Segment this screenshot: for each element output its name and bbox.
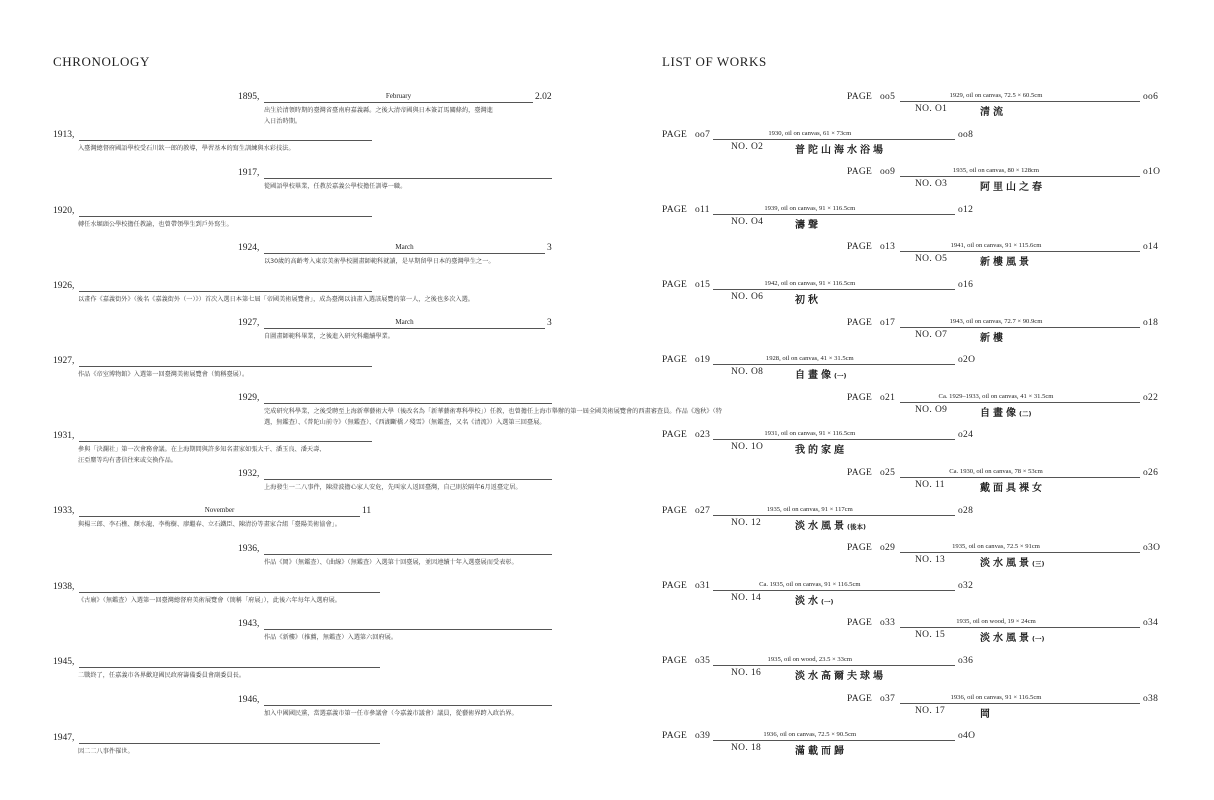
work-page-end: o28 (958, 505, 974, 516)
work-medium: 1929, oil on canvas, 72.5 × 60.5cm (949, 92, 1043, 99)
work-title (795, 667, 886, 682)
work-number: 14 (751, 592, 762, 603)
chronology-description: 《古廟》（無鑑查）入選第一回臺灣總督府美術展覽會（簡稱「府展」），此後六年每年入選府展。 (78, 597, 341, 604)
work-title (795, 366, 846, 381)
chronology-description: 上海發生一二八事件，陳澄波擔心家人安危，先叫家人返回臺灣，自己則於隔年6月返臺定居。 (264, 484, 522, 491)
work-title-text: 新樓 (980, 332, 1006, 344)
work-rule (900, 176, 1140, 177)
chronology-description: 完成研究科學業，之後受聘至上海新華藝術大學（後改名為「新華藝術專科學校」）任教，也曾擔任上海市舉辦的第一屆全國美術展覽會的西畫審查員。作品《逸秋》（特 (264, 408, 722, 415)
chronology-description: 入臺灣總督府國語學校受石川欽一郎的教導，學習基本的寫生訓練與水彩技法。 (78, 145, 295, 152)
work-number: O7 (935, 329, 948, 340)
chronology-description: 汪亞塵等均有書信往來或交換作品。 (78, 457, 177, 464)
chronology-year: 1932, (238, 469, 260, 479)
work-page-label: PAGE (847, 693, 873, 704)
work-title (795, 291, 821, 306)
work-number-label: NO. (915, 404, 932, 415)
work-medium: 1935, oil on wood, 19 × 24cm (956, 618, 1036, 626)
work-medium: 1936, oil on canvas, 72.5 × 90.5cm (763, 731, 857, 739)
work-number: O8 (751, 367, 764, 378)
work-rule (713, 139, 955, 140)
work-title-text: 淡水 (795, 595, 821, 607)
work-rule (713, 665, 955, 666)
work-page-number: o15 (695, 280, 711, 290)
chronology-rule (79, 216, 372, 217)
work-title-text: 淡水風景 (980, 633, 1032, 645)
work-rule (713, 214, 955, 215)
work-page-label: PAGE (662, 580, 688, 591)
chronology-rule (264, 178, 552, 179)
chronology-rule (264, 328, 545, 329)
chronology-description: 作品《帝室博物館》入選第一回臺灣美術展覽會（簡稱臺展）。 (78, 371, 249, 378)
chronology-description: 自圖畫師範科畢業，之後進入研究科繼續學業。 (264, 333, 394, 340)
chronology-rule (79, 366, 372, 367)
work-title-suffix: (二) (1019, 409, 1032, 418)
work-page-end: o12 (958, 204, 974, 215)
work-rule (900, 703, 1140, 704)
work-page-end: o38 (1143, 693, 1159, 704)
work-page-number: o13 (880, 242, 896, 253)
work-rule (900, 402, 1140, 403)
work-title (980, 103, 1006, 118)
work-page-label: PAGE (847, 468, 873, 478)
work-title-text: 戴面具裸女 (980, 483, 1045, 494)
chronology-description: 入日治時期。 (264, 118, 302, 125)
chronology-description: 與楊三郎、李石樵、顏水龍、李梅樹、廖繼春、立石鐵臣、陳清汾等畫家合組「臺陽美術協會」。 (78, 521, 341, 528)
chronology-rule (79, 592, 380, 593)
chronology-description: 作品《新樓》（推薦，無鑑查）入選第六回府展。 (264, 634, 398, 641)
works-heading: LIST OF WORKS (662, 54, 767, 69)
chronology-day: 11 (362, 506, 372, 516)
work-number: 12 (751, 517, 762, 528)
work-number: 1O (751, 442, 764, 453)
work-page-end: o34 (1143, 618, 1159, 629)
chronology-year: 1946, (238, 695, 260, 705)
work-number: O4 (751, 216, 764, 227)
chronology-month: March (395, 318, 414, 326)
work-page-label: PAGE (847, 317, 873, 328)
work-title-text: 自畫像 (795, 370, 834, 382)
work-title (980, 404, 1031, 419)
work-number: O6 (751, 292, 764, 302)
work-medium: 1935, oil on canvas, 80 × 128cm (952, 167, 1040, 175)
work-page-end: o26 (1143, 468, 1159, 478)
chronology-year: 1927, (238, 318, 260, 328)
work-page-label: PAGE (847, 167, 873, 178)
chronology-year: 1929, (238, 393, 260, 403)
chronology-rule (79, 743, 380, 744)
chronology-year: 1943, (238, 619, 260, 629)
work-page-label: PAGE (847, 543, 873, 554)
work-number-label: NO. (915, 254, 932, 265)
work-page-end: o14 (1143, 242, 1159, 253)
chronology-month: March (395, 243, 414, 251)
work-title (795, 742, 847, 757)
work-medium: 1942, oil on canvas, 91 × 116.5cm (764, 280, 856, 287)
work-page-label: PAGE (662, 505, 688, 516)
work-page-label: PAGE (662, 355, 688, 366)
work-number: O5 (935, 254, 948, 265)
work-title-text: 新樓風景 (980, 257, 1032, 269)
work-page-label: PAGE (662, 731, 688, 742)
chronology-year: 1945, (53, 657, 75, 667)
chronology-year: 1895, (238, 92, 260, 102)
work-number-label: NO. (731, 592, 748, 603)
work-page-number: o25 (880, 468, 896, 478)
work-number-label: NO. (731, 367, 748, 378)
work-medium: 1928, oil on canvas, 41 × 31.5cm (765, 355, 854, 363)
chronology-year: 1947, (53, 733, 75, 743)
work-number-label: NO. (731, 442, 748, 453)
work-number-label: NO. (915, 480, 932, 490)
work-rule (900, 552, 1140, 553)
chronology-year: 1927, (53, 356, 75, 366)
work-medium: 1931, oil on canvas, 91 × 116.5cm (764, 430, 856, 438)
work-number-label: NO. (731, 668, 748, 678)
work-page-label: PAGE (662, 656, 688, 666)
work-page-number: o35 (695, 656, 711, 666)
work-medium: 1935, oil on canvas, 91 × 117cm (766, 505, 853, 513)
work-rule (713, 515, 955, 516)
chronology-year: 1913, (53, 130, 75, 140)
chronology-description: 因二二八事件罹世。 (78, 748, 134, 755)
work-rule (900, 327, 1140, 328)
work-number-label: NO. (915, 630, 932, 641)
work-page-end: o18 (1143, 317, 1159, 328)
work-page-number: o11 (695, 204, 710, 215)
work-page-label: PAGE (847, 618, 873, 629)
work-page-number: o23 (695, 430, 711, 441)
chronology-description: 加入中國國民黨，當選嘉義市第一任市參議會（今嘉義市議會）議員，從藝術界跨入政治界。 (264, 710, 518, 717)
chronology-description: 以畫作《嘉義街外》（後名《嘉義街外（一）》）首次入選日本第七屆「帝國美術展覽會」，成為臺灣以油畫入選該展覽的第一人，之後也多次入選。 (78, 296, 474, 303)
work-page-number: o37 (880, 693, 896, 704)
chronology-rule (79, 140, 372, 141)
chronology-month: November (204, 506, 235, 514)
chronology-description: 出生於清領時期的臺灣省臺南府嘉義縣。之後大清帝國與日本簽訂馬關條約，臺灣進 (264, 107, 493, 114)
work-page-label: PAGE (847, 242, 873, 253)
chronology-day: 3 (547, 318, 552, 328)
chronology-description: 參與「決瀾社」第一次會務會議。在上海期間與許多知名畫家如張大千、潘玉良、潘天壽、 (78, 446, 326, 453)
work-rule (713, 740, 955, 741)
work-page-end: o36 (958, 656, 974, 666)
chronology-rule (264, 253, 545, 254)
work-number: 16 (751, 668, 762, 678)
work-number-label: NO. (731, 292, 748, 302)
work-number-label: NO. (731, 141, 748, 152)
work-medium: 1935, oil on wood, 23.5 × 33cm (767, 656, 853, 663)
work-page-end: o1O (1143, 167, 1161, 178)
work-page-label: PAGE (662, 204, 688, 215)
work-number-label: NO. (915, 329, 932, 340)
work-page-label: PAGE (847, 392, 873, 403)
work-medium: Ca. 1935, oil on canvas, 91 × 116.5cm (759, 580, 861, 588)
chronology-rule (264, 403, 552, 404)
chronology-description: 選，無鑑查）、《普陀山前寺》（無鑑查）、《西湖斷橋ノ殘雪》（無鑑查，又名《清流》）入選第三回臺展。 (264, 419, 546, 426)
work-page-number: o33 (880, 618, 896, 629)
work-title-text: 淡水風景 (980, 558, 1032, 570)
work-title-suffix: (後本) (847, 522, 866, 531)
work-page-end: o16 (958, 280, 974, 290)
work-title-suffix: (一) (1032, 635, 1045, 644)
chronology-rule (264, 479, 552, 480)
work-medium: 1939, oil on canvas, 91 × 116.5cm (764, 204, 856, 212)
chronology-year: 1917, (238, 168, 260, 178)
work-rule (713, 364, 955, 365)
work-medium: 1936, oil on canvas, 91 × 116.5cm (950, 693, 1042, 701)
work-number: O9 (935, 404, 948, 415)
work-title-suffix: (三) (1032, 560, 1045, 569)
work-medium: Ca. 1929–1933, oil on canvas, 41 × 31.5cm (938, 392, 1054, 400)
work-number: O3 (935, 179, 948, 190)
work-number: 18 (751, 743, 762, 754)
work-number: 17 (935, 705, 946, 716)
chronology-year: 1920, (53, 206, 75, 216)
work-page-number: o39 (695, 731, 711, 742)
work-rule (900, 251, 1140, 252)
chronology-rule (79, 516, 360, 517)
work-title (980, 629, 1044, 644)
work-title-text: 我的家庭 (795, 445, 847, 457)
chronology-rule (79, 667, 380, 668)
work-page-label: PAGE (662, 129, 688, 140)
work-page-number: o21 (880, 392, 896, 403)
work-title-suffix: (一) (834, 372, 847, 381)
work-title-text: 淡水風景 (795, 520, 847, 532)
work-page-end: oo6 (1143, 92, 1159, 102)
work-rule (713, 289, 955, 290)
chronology-description: 二戰終了，任嘉義市各界歡迎國民政府籌備委員會副委員長。 (78, 672, 246, 679)
chronology-rule (79, 291, 372, 292)
work-page-number: oo9 (880, 167, 896, 178)
work-number: O2 (751, 141, 764, 152)
work-page-end: o4O (958, 731, 976, 742)
work-title-text: 阿里山之春 (980, 182, 1045, 194)
work-number-label: NO. (731, 216, 748, 227)
work-title (980, 178, 1045, 193)
work-medium: 1930, oil on canvas, 61 × 73cm (768, 129, 852, 137)
work-number: 13 (935, 555, 946, 566)
work-number: 11 (935, 480, 945, 490)
work-title (795, 216, 821, 231)
work-number: 15 (935, 630, 946, 641)
work-rule (900, 627, 1140, 628)
work-title-text: 初秋 (795, 295, 821, 306)
work-title (980, 479, 1045, 494)
chronology-rule (264, 705, 552, 706)
work-number-label: NO. (731, 743, 748, 754)
chronology-rule (79, 441, 372, 442)
chronology-day: 3 (547, 243, 552, 253)
chronology-month: February (385, 92, 412, 100)
work-title (980, 329, 1006, 344)
work-page-end: o32 (958, 580, 974, 591)
work-page-end: oo8 (958, 129, 974, 140)
work-page-label: PAGE (847, 92, 873, 102)
work-title (980, 253, 1032, 268)
work-title (795, 441, 847, 456)
work-page-end: o22 (1143, 392, 1159, 403)
work-title-text: 清流 (980, 107, 1006, 118)
chronology-description: 作品《岡》（無鑑查）、《曲線》（無鑑查）入選第十回臺展，並因連續十年入選臺展而受表彰。 (264, 559, 518, 566)
work-page-end: o3O (1143, 543, 1161, 554)
work-page-number: o31 (695, 580, 711, 591)
work-page-end: o24 (958, 430, 974, 441)
chronology-year: 1938, (53, 582, 75, 592)
chronology-description: 轉任水堀頭公學校擔任教諭，也曾帶領學生到戶外寫生。 (78, 221, 233, 228)
work-title-text: 濤聲 (795, 219, 821, 231)
work-title-text: 淡水高爾夫球場 (795, 671, 886, 682)
work-title (980, 554, 1044, 569)
chronology-description: 以30歲的高齡考入東京美術學校圖畫師範科就讀，是早期留學日本的臺灣學生之一。 (264, 258, 495, 265)
work-title (795, 141, 886, 156)
work-number-label: NO. (915, 705, 932, 716)
chronology-year: 1933, (53, 506, 75, 516)
work-page-number: o17 (880, 317, 896, 328)
chronology-rule (264, 102, 533, 103)
work-number-label: NO. (915, 179, 932, 190)
work-number-label: NO. (731, 517, 748, 528)
chronology-heading: CHRONOLOGY (53, 54, 150, 69)
work-rule (713, 590, 955, 591)
work-rule (713, 439, 955, 440)
work-number-label: NO. (915, 104, 932, 114)
work-title-text: 滿載而歸 (795, 746, 847, 758)
work-page-number: o27 (695, 505, 711, 516)
work-title-text: 岡 (980, 708, 993, 720)
work-title (795, 517, 866, 532)
work-page-label: PAGE (662, 430, 688, 441)
chronology-year: 1924, (238, 243, 260, 253)
work-page-number: oo5 (880, 92, 896, 102)
work-rule (900, 477, 1140, 478)
chronology-description: 從國語學校畢業，任教於嘉義公學校擔任訓導一職。 (264, 183, 407, 190)
chronology-rule (264, 554, 552, 555)
work-title-text: 普陀山海水浴場 (795, 144, 886, 156)
work-number-label: NO. (915, 555, 932, 566)
work-rule (900, 101, 1140, 102)
work-page-number: o29 (880, 543, 896, 554)
work-page-end: o2O (958, 355, 976, 366)
chronology-year: 1936, (238, 544, 260, 554)
work-number: O1 (935, 104, 948, 114)
chronology-rule (264, 629, 552, 630)
work-page-number: o19 (695, 355, 711, 366)
chronology-year: 1926, (53, 281, 75, 291)
work-medium: 1935, oil on canvas, 72.5 × 91cm (952, 543, 1040, 551)
chronology-year: 1931, (53, 431, 75, 441)
work-page-label: PAGE (662, 280, 688, 290)
work-medium: Ca. 1930, oil on canvas, 78 × 53cm (949, 468, 1043, 475)
chronology-day: 2.02 (535, 92, 552, 102)
work-medium: 1943, oil on canvas, 72.7 × 90.9cm (949, 317, 1043, 325)
work-page-number: oo7 (695, 129, 711, 140)
work-title (980, 705, 993, 720)
work-title-text: 自畫像 (980, 407, 1019, 419)
work-medium: 1941, oil on canvas, 91 × 115.6cm (950, 242, 1042, 250)
work-title-suffix: (一) (821, 597, 834, 606)
work-title (795, 592, 833, 607)
